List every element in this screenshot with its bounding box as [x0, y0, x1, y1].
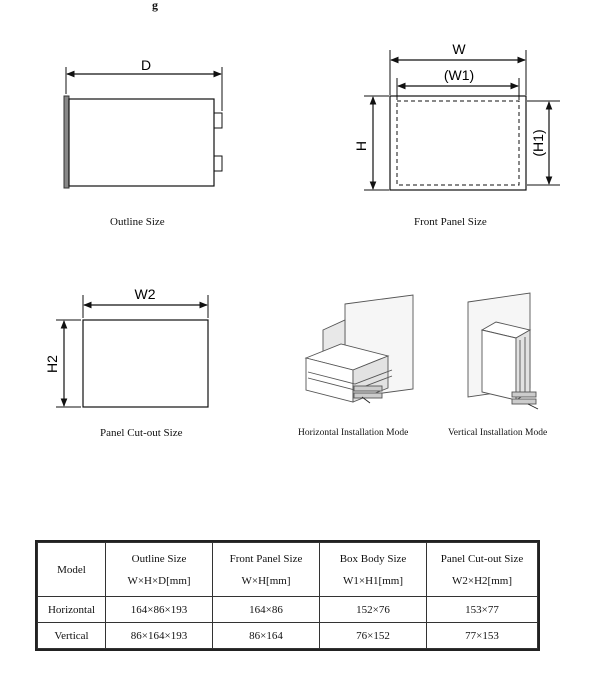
- dim-label-h1: (H1): [530, 129, 546, 157]
- table-cell: 152×76: [320, 597, 427, 623]
- table-cell: 76×152: [320, 623, 427, 649]
- dim-label-h2: H2: [44, 355, 60, 373]
- cell-model: Horizontal: [38, 597, 106, 623]
- header-title: Outline Size: [131, 552, 187, 565]
- dim-label-w: W: [452, 41, 466, 57]
- table-cell: 86×164: [213, 623, 320, 649]
- header-title: Panel Cut-out Size: [440, 552, 524, 565]
- table-header-row: [38, 543, 538, 597]
- caption-panel-cutout-size: Panel Cut-out Size: [100, 427, 183, 439]
- caption-front-panel-size: Front Panel Size: [414, 216, 487, 228]
- dim-label-w1: (W1): [443, 67, 475, 83]
- header-unit: W×H×D[mm]: [127, 574, 191, 587]
- front-panel-outline: [390, 96, 526, 190]
- caption-outline-size: Outline Size: [110, 216, 165, 228]
- header-panel-cutout-size: [427, 543, 538, 597]
- table-cell: 86×164×193: [106, 623, 213, 649]
- housing-body: [69, 99, 214, 186]
- header-front-panel-size: [213, 543, 320, 597]
- table-cell: 164×86: [213, 597, 320, 623]
- vertical-installation-illustration: [468, 293, 538, 409]
- horizontal-installation-illustration: [306, 295, 413, 403]
- outline-size-diagram: [64, 67, 222, 188]
- header-outline-size: [106, 543, 213, 597]
- heading-fragment: g: [152, 0, 158, 12]
- dim-label-w2: W2: [134, 286, 156, 302]
- dimensions-table: [37, 542, 538, 649]
- dim-label-h: H: [353, 140, 369, 152]
- cell-model: Vertical: [38, 623, 106, 649]
- table-cell: 153×77: [427, 597, 538, 623]
- dim-label-d: D: [140, 57, 152, 73]
- table-cell: 77×153: [427, 623, 538, 649]
- header-unit: W2×H2[mm]: [452, 574, 512, 587]
- cutout-diagram: [56, 295, 208, 407]
- header-unit: W1×H1[mm]: [343, 574, 403, 587]
- table-row: [38, 597, 538, 623]
- caption-horizontal-installation: Horizontal Installation Mode: [298, 428, 409, 438]
- rear-terminal-top: [214, 113, 222, 128]
- header-model: Model: [38, 543, 106, 597]
- header-title: Front Panel Size: [229, 552, 303, 565]
- header-box-body-size: [320, 543, 427, 597]
- header-unit: W×H[mm]: [241, 574, 291, 587]
- cutout-rect: [83, 320, 208, 407]
- caption-vertical-installation: Vertical Installation Mode: [448, 428, 548, 438]
- table-cell: 164×86×193: [106, 597, 213, 623]
- rear-terminal-bottom: [214, 156, 222, 171]
- box-body-dashed: [397, 101, 519, 185]
- header-title: Box Body Size: [339, 552, 407, 565]
- front-bezel: [64, 96, 69, 188]
- table-row: [38, 623, 538, 649]
